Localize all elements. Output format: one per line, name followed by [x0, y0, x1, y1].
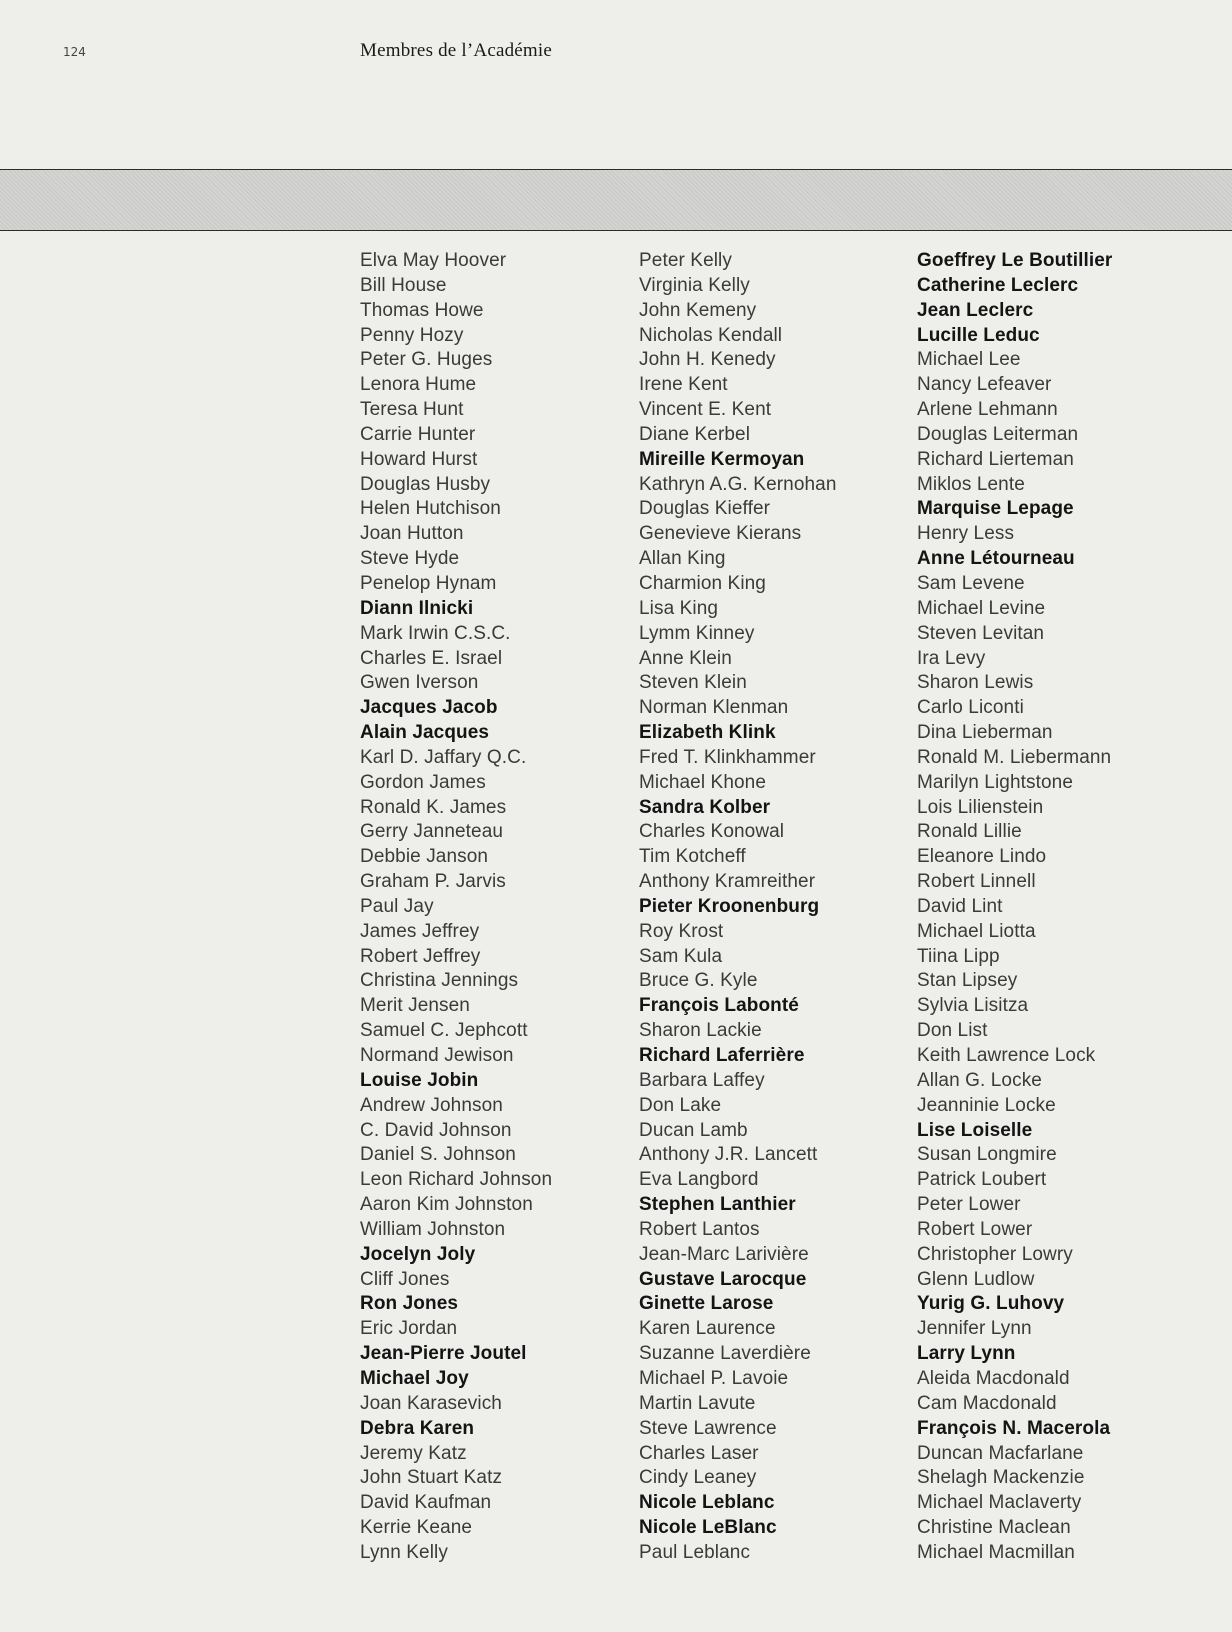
member-name: Roy Krost [639, 920, 724, 942]
member-name: Michael P. Lavoie [639, 1367, 789, 1389]
member-name: Christina Jennings [360, 970, 519, 992]
member-name: Anthony J.R. Lancett [639, 1144, 818, 1166]
member-name: Elva May Hoover [360, 250, 507, 271]
member-name: Pieter Kroonenburg [639, 895, 820, 917]
member-name: Larry Lynn [917, 1343, 1016, 1365]
member-name: Debbie Janson [360, 846, 489, 868]
member-name: Joan Hutton [360, 523, 464, 545]
member-name: Thomas Howe [360, 299, 484, 321]
member-name: Norman Klenman [639, 697, 789, 719]
member-column-2 [639, 249, 837, 1566]
member-name: Cindy Leaney [639, 1467, 757, 1489]
member-name: Cam Macdonald [917, 1392, 1057, 1414]
member-name: Bill House [360, 274, 447, 296]
member-name: Merit Jensen [360, 995, 470, 1017]
member-name: Charles E. Israel [360, 647, 503, 669]
member-name: Leon Richard Johnson [360, 1169, 553, 1191]
member-column-1 [360, 249, 552, 1566]
member-name: James Jeffrey [360, 920, 480, 942]
member-name: Anne Klein [639, 647, 732, 669]
member-name: Marilyn Lightstone [917, 771, 1073, 793]
member-name: Nicholas Kendall [639, 324, 783, 346]
member-name: Don List [917, 1020, 988, 1042]
member-name: Jacques Jacob [360, 697, 498, 719]
member-name: Lise Loiselle [917, 1119, 1033, 1141]
member-name: Lynn Kelly [360, 1541, 448, 1563]
member-name: William Johnston [360, 1218, 506, 1240]
member-name: Gwen Iverson [360, 672, 479, 694]
member-name: Bruce G. Kyle [639, 970, 758, 992]
member-name: Nicole Leblanc [639, 1492, 775, 1514]
member-name: Eric Jordan [360, 1318, 458, 1340]
member-name: Stan Lipsey [917, 970, 1018, 992]
member-name: Douglas Leiterman [917, 423, 1079, 445]
member-name: Christine Maclean [917, 1517, 1071, 1539]
member-name: Ron Jones [360, 1293, 459, 1315]
member-name: Gordon James [360, 771, 486, 793]
member-name: Fred T. Klinkhammer [639, 746, 816, 768]
member-name: Arlene Lehmann [917, 399, 1058, 421]
member-name: Kathryn A.G. Kernohan [639, 473, 837, 495]
member-name: Elizabeth Klink [639, 722, 776, 744]
member-name: Glenn Ludlow [917, 1268, 1035, 1290]
member-column-3 [917, 249, 1112, 1566]
member-name: Steven Levitan [917, 622, 1045, 644]
member-name: Jean-Marc Larivière [639, 1243, 809, 1265]
member-name: Charles Konowal [639, 821, 785, 843]
member-name: Sharon Lewis [917, 672, 1034, 694]
member-name: Ronald Lillie [917, 821, 1022, 843]
member-name: François N. Macerola [917, 1417, 1111, 1439]
member-name: Steven Klein [639, 672, 747, 694]
member-name: Nancy Lefeaver [917, 374, 1052, 396]
member-name: Vincent E. Kent [639, 399, 772, 421]
member-name: Penny Hozy [360, 324, 464, 346]
member-name: Suzanne Laverdière [639, 1343, 811, 1365]
member-name: Carrie Hunter [360, 423, 476, 445]
member-name: Genevieve Kierans [639, 523, 802, 545]
member-name: Ronald M. Liebermann [917, 746, 1112, 768]
page-title: Membres de l’Académie [360, 40, 553, 61]
member-name: Yurig G. Luhovy [917, 1293, 1065, 1315]
member-name: David Lint [917, 895, 1003, 917]
member-name: Allan G. Locke [917, 1069, 1042, 1091]
member-name: Karen Laurence [639, 1318, 776, 1340]
member-name: Richard Laferrière [639, 1045, 805, 1066]
member-name: Michael Lee [917, 349, 1021, 371]
member-name: Marquise Lepage [917, 498, 1074, 520]
member-name: Ira Levy [917, 647, 986, 669]
member-name: Aaron Kim Johnston [360, 1194, 533, 1216]
member-name: Dina Lieberman [917, 722, 1053, 744]
member-name: Anthony Kramreither [639, 871, 816, 893]
member-name: Douglas Husby [360, 473, 491, 495]
member-name: Helen Hutchison [360, 498, 501, 520]
member-name: Robert Jeffrey [360, 945, 481, 967]
member-name: François Labonté [639, 995, 799, 1017]
member-name: Jeremy Katz [360, 1442, 467, 1464]
member-name: Samuel C. Jephcott [360, 1020, 528, 1042]
member-name: Howard Hurst [360, 448, 478, 470]
member-name: Catherine Leclerc [917, 274, 1079, 296]
member-name: Karl D. Jaffary Q.C. [360, 746, 527, 768]
member-name: Duncan Macfarlane [917, 1442, 1084, 1464]
member-name: Daniel S. Johnson [360, 1144, 516, 1166]
member-name: Paul Leblanc [639, 1541, 751, 1563]
member-name: Jeanninie Locke [917, 1094, 1056, 1116]
member-name: Charmion King [639, 572, 766, 594]
member-name: John H. Kenedy [639, 349, 776, 371]
member-name: Irene Kent [639, 374, 728, 396]
member-name: Michael Macmillan [917, 1541, 1075, 1563]
member-name: Mark Irwin C.S.C. [360, 622, 511, 644]
member-name: Goeffrey Le Boutillier [917, 250, 1113, 271]
member-name: Ducan Lamb [639, 1119, 748, 1141]
member-name: Sam Levene [917, 572, 1025, 594]
member-name: Don Lake [639, 1094, 722, 1116]
member-name: Charles Laser [639, 1442, 759, 1464]
member-name: Ronald K. James [360, 796, 507, 818]
member-name: Michael Joy [360, 1367, 469, 1389]
member-name: Lois Lilienstein [917, 796, 1044, 818]
member-name: Lucille Leduc [917, 324, 1040, 346]
member-name: Mireille Kermoyan [639, 448, 805, 470]
member-name: Patrick Loubert [917, 1169, 1047, 1191]
member-name: Sharon Lackie [639, 1020, 762, 1042]
member-name: John Stuart Katz [360, 1467, 503, 1489]
member-name: Martin Lavute [639, 1392, 756, 1414]
member-name: Alain Jacques [360, 722, 490, 744]
member-name: Kerrie Keane [360, 1517, 473, 1539]
member-name: Tiina Lipp [917, 945, 1000, 967]
member-name: Sandra Kolber [639, 796, 771, 818]
member-name: Lisa King [639, 597, 719, 619]
member-name: Nicole LeBlanc [639, 1517, 777, 1539]
member-name: Graham P. Jarvis [360, 871, 506, 893]
member-name: Penelop Hynam [360, 572, 497, 594]
member-name: Lenora Hume [360, 374, 477, 396]
member-name: Christopher Lowry [917, 1243, 1073, 1265]
member-name: Diann Ilnicki [360, 597, 474, 619]
member-name: Aleida Macdonald [917, 1367, 1070, 1389]
member-name: Keith Lawrence Lock [917, 1045, 1096, 1066]
member-name: Michael Maclaverty [917, 1492, 1082, 1514]
member-name: Shelagh Mackenzie [917, 1467, 1085, 1489]
member-name: Jennifer Lynn [917, 1318, 1032, 1340]
member-name: C. David Johnson [360, 1119, 512, 1141]
member-name: Gerry Janneteau [360, 821, 504, 843]
member-name: Allan King [639, 548, 726, 570]
member-name: Joan Karasevich [360, 1392, 502, 1414]
member-name: Lymm Kinney [639, 622, 755, 644]
member-name: Michael Liotta [917, 920, 1036, 942]
member-name: Jocelyn Joly [360, 1243, 476, 1265]
member-name: Douglas Kieffer [639, 498, 771, 520]
member-name: Cliff Jones [360, 1268, 450, 1290]
member-name: Ginette Larose [639, 1293, 774, 1315]
member-name: Michael Khone [639, 771, 766, 793]
member-name: Peter G. Huges [360, 349, 493, 371]
member-name: Michael Levine [917, 597, 1046, 619]
member-name: Andrew Johnson [360, 1094, 503, 1116]
member-name: Eva Langbord [639, 1169, 759, 1191]
member-name: Virginia Kelly [639, 274, 750, 296]
member-name: Robert Linnell [917, 871, 1036, 893]
member-name: Eleanore Lindo [917, 846, 1047, 868]
member-name: Carlo Liconti [917, 697, 1024, 719]
member-name: Barbara Laffey [639, 1069, 765, 1091]
member-name: Louise Jobin [360, 1069, 479, 1091]
member-name: Jean-Pierre Joutel [360, 1343, 527, 1365]
member-name: Henry Less [917, 523, 1015, 545]
member-name: Robert Lantos [639, 1218, 760, 1240]
member-name: Peter Kelly [639, 250, 732, 271]
member-name: Diane Kerbel [639, 423, 751, 445]
member-name: Normand Jewison [360, 1045, 514, 1066]
member-name: Gustave Larocque [639, 1268, 807, 1290]
member-name: Stephen Lanthier [639, 1194, 796, 1216]
member-name: Steve Hyde [360, 548, 460, 570]
member-name: Miklos Lente [917, 473, 1025, 495]
member-name: Teresa Hunt [360, 399, 464, 421]
member-name: Debra Karen [360, 1417, 475, 1439]
member-name: Steve Lawrence [639, 1417, 777, 1439]
member-name: Jean Leclerc [917, 299, 1034, 321]
member-name: John Kemeny [639, 299, 757, 321]
page-number: 124 [63, 45, 86, 59]
member-name: David Kaufman [360, 1492, 492, 1514]
member-name: Susan Longmire [917, 1144, 1057, 1166]
member-name: Peter Lower [917, 1194, 1021, 1216]
member-name: Sam Kula [639, 945, 723, 967]
member-name: Sylvia Lisitza [917, 995, 1029, 1017]
member-name: Richard Lierteman [917, 448, 1074, 470]
member-name: Robert Lower [917, 1218, 1033, 1240]
decorative-band [0, 169, 1232, 231]
member-name: Anne Létourneau [917, 548, 1075, 570]
member-name: Tim Kotcheff [639, 846, 746, 868]
member-name: Paul Jay [360, 895, 434, 917]
